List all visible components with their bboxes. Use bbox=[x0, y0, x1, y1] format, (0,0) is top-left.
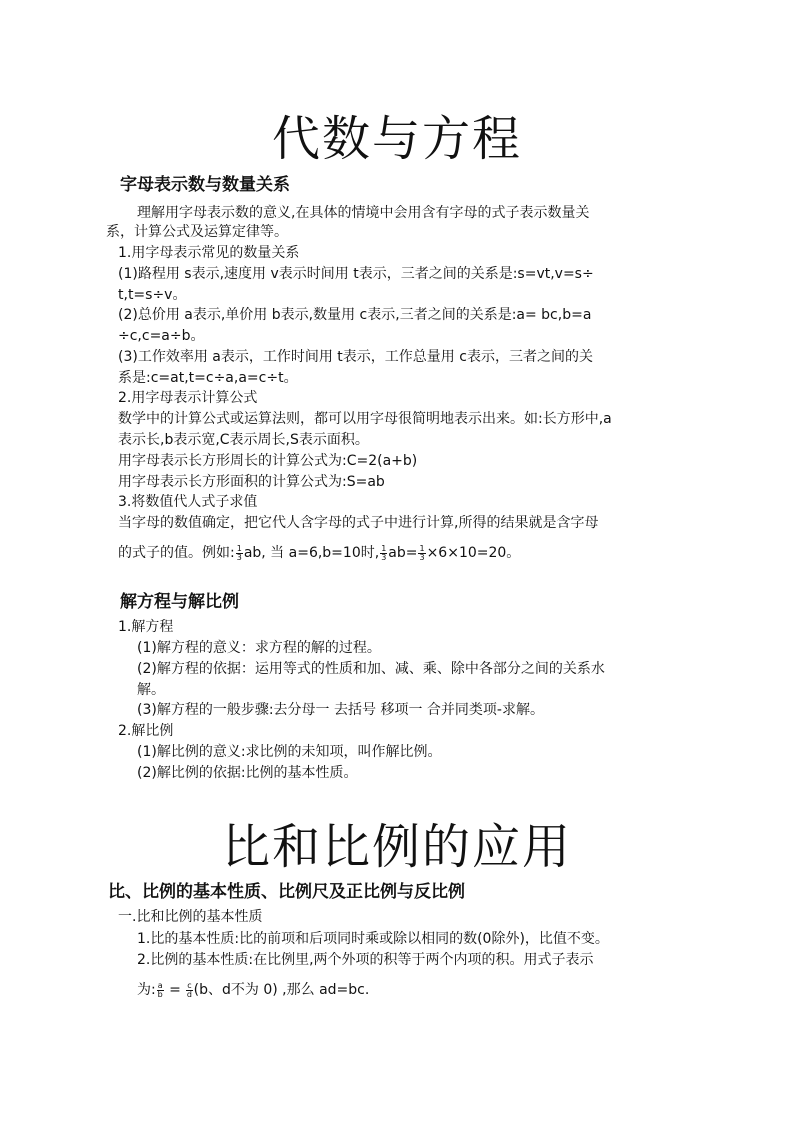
ratio-solve-basis: (2)解比例的依据:比例的基本性质。 bbox=[137, 765, 358, 781]
fraction-one-third: $\frac{1}{3}$ bbox=[381, 543, 387, 562]
equation-meaning: (1)解方程的意义：求方程的解的过程。 bbox=[137, 640, 381, 656]
equation-item-1: 1.解方程 bbox=[118, 619, 174, 635]
title-algebra-equations: 代数与方程 bbox=[271, 111, 522, 167]
para-3a: (3)工作效率用 a表示，工作时间用 t表示，工作总量用 c表示，三者之间的关 bbox=[118, 349, 593, 365]
intro-line-1: 理解用字母表示数的意义,在具体的情境中会用含有字母的式子表示数量关 bbox=[137, 205, 590, 221]
formula-line-2: 表示长,b表示宽,C表示周长,S表示面积。 bbox=[118, 432, 369, 448]
ratio-property-formula bbox=[137, 980, 369, 1000]
item-3-heading: 3.将数值代人式子求值 bbox=[118, 494, 258, 510]
intro-line-2: 系，计算公式及运算定律等。 bbox=[106, 224, 288, 240]
value-line-2 bbox=[118, 543, 520, 563]
fraction-one-third: $\frac{1}{3}$ bbox=[236, 543, 242, 562]
fraction-one-third: $\frac{1}{3}$ bbox=[419, 543, 425, 562]
para-1a: (1)路程用 s表示,速度用 v表示时间用 t表示，三者之间的关系是:s=vt,v=s÷ bbox=[118, 266, 594, 282]
value-line-2-mid1: ab, 当 a=6,b=10时, bbox=[243, 545, 380, 561]
item-2-heading: 2.用字母表示计算公式 bbox=[118, 390, 258, 406]
ratio-property-1: 1.比的基本性质:比的前项和后项同时乘或除以相同的数(0除外)，比值不变。 bbox=[137, 931, 609, 947]
item-1-heading: 1.用字母表示常见的数量关系 bbox=[118, 245, 300, 261]
value-line-1: 当字母的数值确定，把它代人含字母的式子中进行计算,所得的结果就是含字母 bbox=[118, 515, 599, 531]
value-line-2-pre: 的式子的值。例如: bbox=[118, 545, 235, 561]
value-line-2-post: ×6×10=20。 bbox=[426, 545, 521, 561]
equation-basis-2: 解。 bbox=[137, 682, 165, 698]
equation-steps: (3)解方程的一般步骤:去分母一 去括号 移项一 合并同类项-求解。 bbox=[137, 702, 544, 718]
value-line-2-mid2: ab= bbox=[388, 545, 418, 561]
formula-pre: 为: bbox=[137, 982, 156, 998]
heading-solve-equations: 解方程与解比例 bbox=[120, 592, 239, 612]
para-2b: ÷c,c=a÷b。 bbox=[118, 328, 205, 344]
fraction-a-over-b: $\frac{a}{b}$ bbox=[157, 980, 163, 999]
para-2a: (2)总价用 a表示,单价用 b表示,数量用 c表示,三者之间的关系是:a= bc,b=a bbox=[118, 307, 592, 323]
para-3b: 系是:c=at,t=c÷a,a=c÷t。 bbox=[118, 370, 298, 386]
formula-post: (b、d不为 0) ,那么 ad=bc. bbox=[193, 982, 370, 998]
ratio-solve-meaning: (1)解比例的意义:求比例的未知项，叫作解比例。 bbox=[137, 744, 442, 760]
title-ratio-applications: 比和比例的应用 bbox=[221, 819, 572, 875]
heading-letters-represent-numbers: 字母表示数与数量关系 bbox=[120, 175, 290, 195]
formula-line-1: 数学中的计算公式或运算法则，都可以用字母很简明地表示出来。如:长方形中,a bbox=[118, 411, 612, 427]
heading-ratio-properties: 比、比例的基本性质、比例尺及正比例与反比例 bbox=[108, 882, 465, 902]
equation-item-2: 2.解比例 bbox=[118, 723, 174, 739]
para-1b: t,t=s÷v。 bbox=[118, 287, 187, 303]
perimeter-formula: 用字母表示长方形周长的计算公式为:C=2(a+b) bbox=[118, 453, 418, 469]
ratio-section-heading: 一.比和比例的基本性质 bbox=[118, 909, 263, 925]
equation-basis-1: (2)解方程的依据：运用等式的性质和加、减、乘、除中各部分之间的关系水 bbox=[137, 661, 605, 677]
formula-equals: = bbox=[164, 982, 186, 998]
area-formula: 用字母表示长方形面积的计算公式为:S=ab bbox=[118, 474, 385, 490]
fraction-c-over-d: $\frac{c}{d}$ bbox=[186, 980, 192, 999]
ratio-property-2: 2.比例的基本性质:在比例里,两个外项的积等于两个内项的积。用式子表示 bbox=[137, 952, 594, 968]
